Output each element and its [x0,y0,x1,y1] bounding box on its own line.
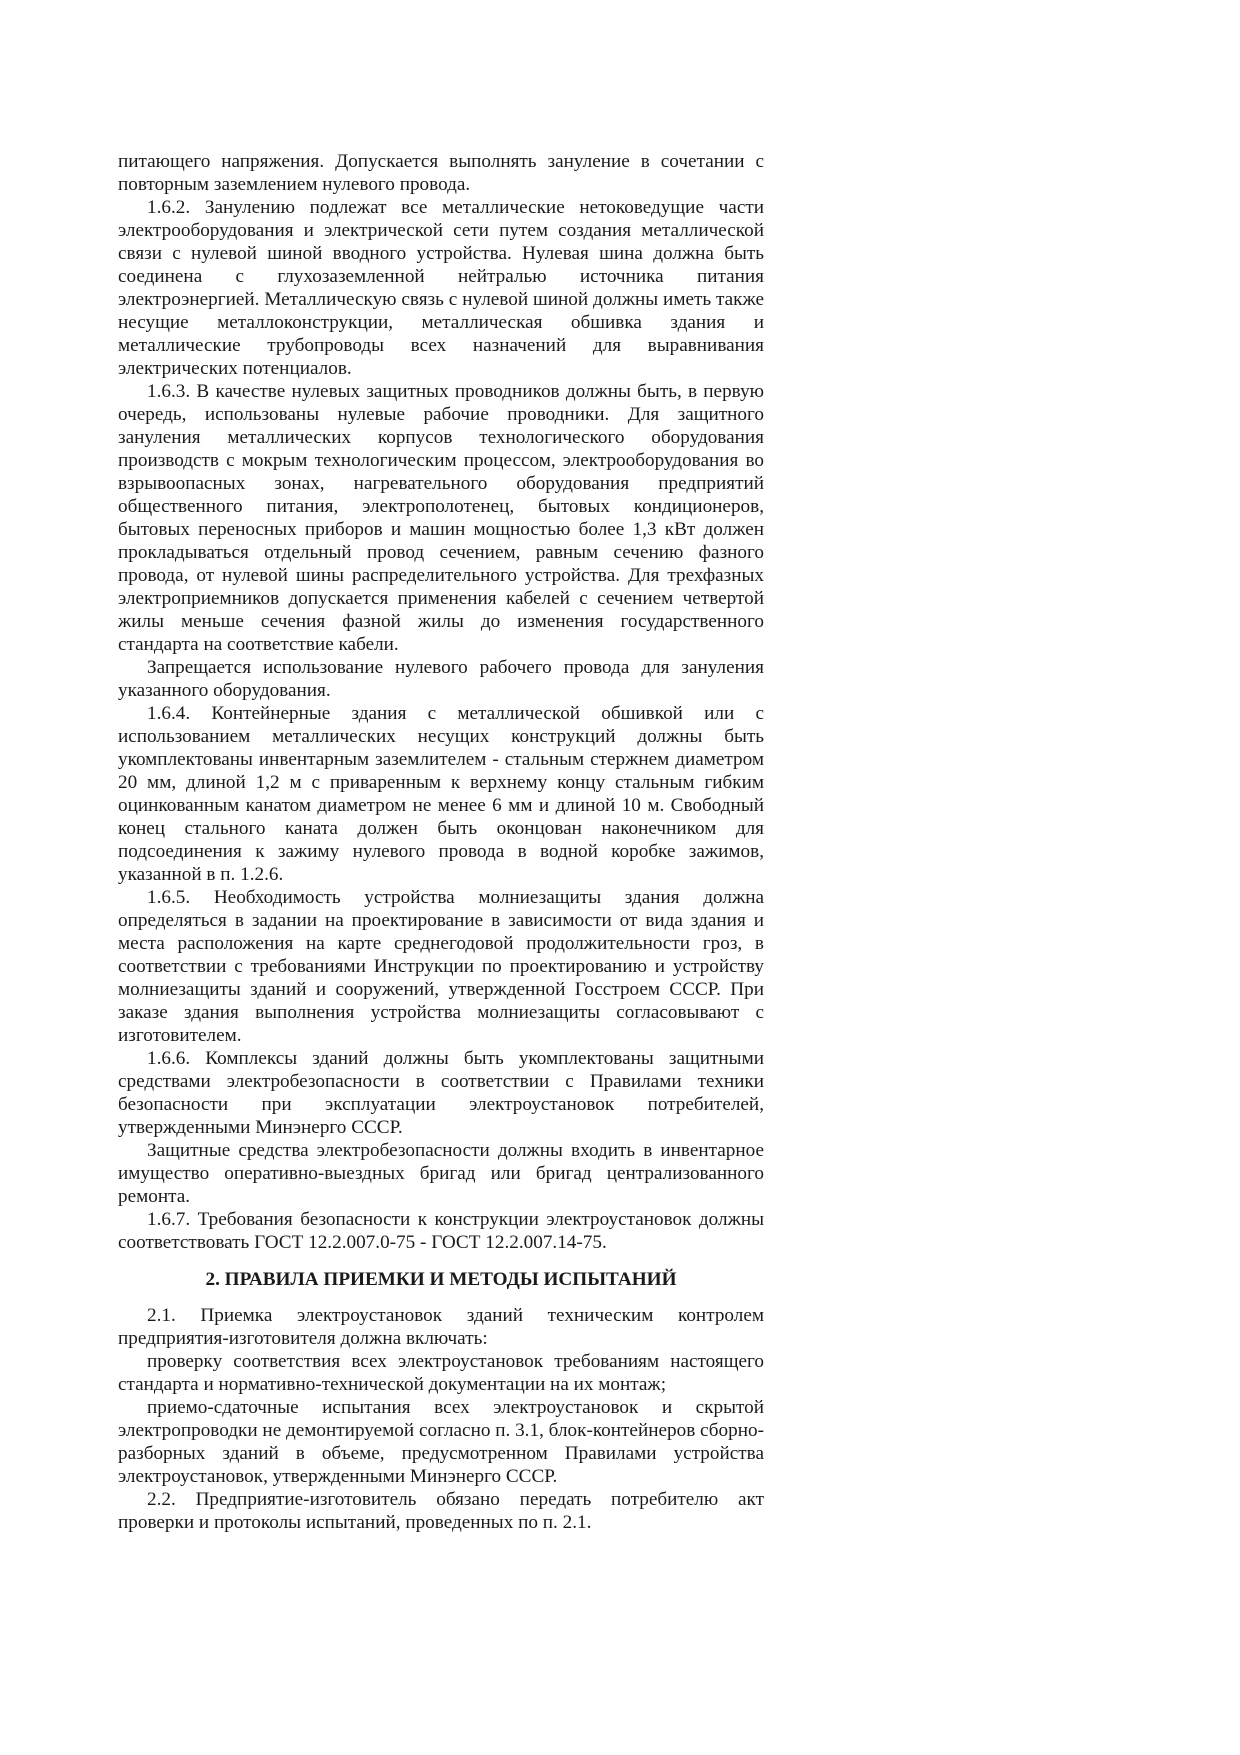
paragraph-1-6-4: 1.6.4. Контейнерные здания с металлической обшивкой или с использованием металлических несущих конструкций должны быть укомплектованы инвентарным заземлителем - стальным стержнем диаметром 20 мм, длиной 1,2 м с приваренным к верхнему концу стальным гибким оцинкованным канатом диаметром не менее 6 мм и длиной 10 м. Свободный конец стального каната должен быть оконцован наконечником для подсоединения к зажиму нулевого провода в водной коробке зажимов, указанной в п. 1.2.6. [118,703,764,885]
paragraph-check-compliance: проверку соответствия всех электроустановок требованиям настоящего стандарта и нормативно-технической документации на их монтаж; [118,1351,764,1395]
paragraph-1-6-6: 1.6.6. Комплексы зданий должны быть укомплектованы защитными средствами электробезопасности в соответствии с Правилами техники безопасности при эксплуатации электроустановок потребителей, утвержденными Минэнерго СССР. [118,1048,764,1138]
paragraph-protective-means: Защитные средства электробезопасности должны входить в инвентарное имущество оперативно-выездных бригад или бригад централизованного ремонта. [118,1140,764,1207]
paragraph-1-6-2: 1.6.2. Занулению подлежат все металлические нетоковедущие части электрооборудования и электрической сети путем создания металлической связи с нулевой шиной вводного устройства. Нулевая шина должна быть соединена с глухозаземленной нейтралью источника питания электроэнергией. Металлическую связь с нулевой шиной должны иметь также несущие металлоконструкции, металлическая обшивка здания и металлические трубопроводы всех назначений для выравнивания электрических потенциалов. [118,197,764,379]
paragraph-1-6-5: 1.6.5. Необходимость устройства молниезащиты здания должна определяться в задании на проектирование в зависимости от вида здания и места расположения на карте среднегодовой продолжительности гроз, в соответствии с требованиями Инструкции по проектированию и устройству молниезащиты зданий и сооружений, утвержденной Госстроем СССР. При заказе здания выполнения устройства молниезащиты согласовывают с изготовителем. [118,887,764,1046]
paragraph-2-1: 2.1. Приемка электроустановок зданий техническим контролем предприятия-изготовителя должна включать: [118,1305,764,1349]
paragraph-1-6-7: 1.6.7. Требования безопасности к конструкции электроустановок должны соответствовать ГОСТ 12.2.007.0-75 - ГОСТ 12.2.007.14-75. [118,1209,764,1253]
paragraph-continuation: питающего напряжения. Допускается выполнять зануление в сочетании с повторным заземлением нулевого провода. [118,151,764,195]
paragraph-2-2: 2.2. Предприятие-изготовитель обязано передать потребителю акт проверки и протоколы испытаний, проведенных по п. 2.1. [118,1489,764,1533]
paragraph-1-6-3: 1.6.3. В качестве нулевых защитных проводников должны быть, в первую очередь, использованы нулевые рабочие проводники. Для защитного зануления металлических корпусов технологического оборудования производств с мокрым технологическим процессом, электрооборудования во взрывоопасных зонах, нагревательного оборудования предприятий общественного питания, электрополотенец, бытовых кондиционеров, бытовых переносных приборов и машин мощностью более 1,3 кВт должен прокладываться отдельный провод сечением, равным сечению фазного провода, от нулевой шины распределительного устройства. Для трехфазных электроприемников допускается применения кабелей с сечением четвертой жилы меньше сечения фазной жилы до изменения государственного стандарта на соответствие кабели. [118,381,764,655]
paragraph-prohibition: Запрещается использование нулевого рабочего провода для зануления указанного оборудования. [118,657,764,701]
document-page [118,150,764,1534]
paragraph-acceptance-tests: приемо-сдаточные испытания всех электроустановок и скрытой электропроводки не демонтируемой согласно п. 3.1, блок-контейнеров сборно-разборных зданий в объеме, предусмотренном Правилами устройства электроустановок, утвержденными Минэнерго СССР. [118,1397,764,1487]
section-heading-2: 2. ПРАВИЛА ПРИЕМКИ И МЕТОДЫ ИСПЫТАНИЙ [205,1269,677,1290]
